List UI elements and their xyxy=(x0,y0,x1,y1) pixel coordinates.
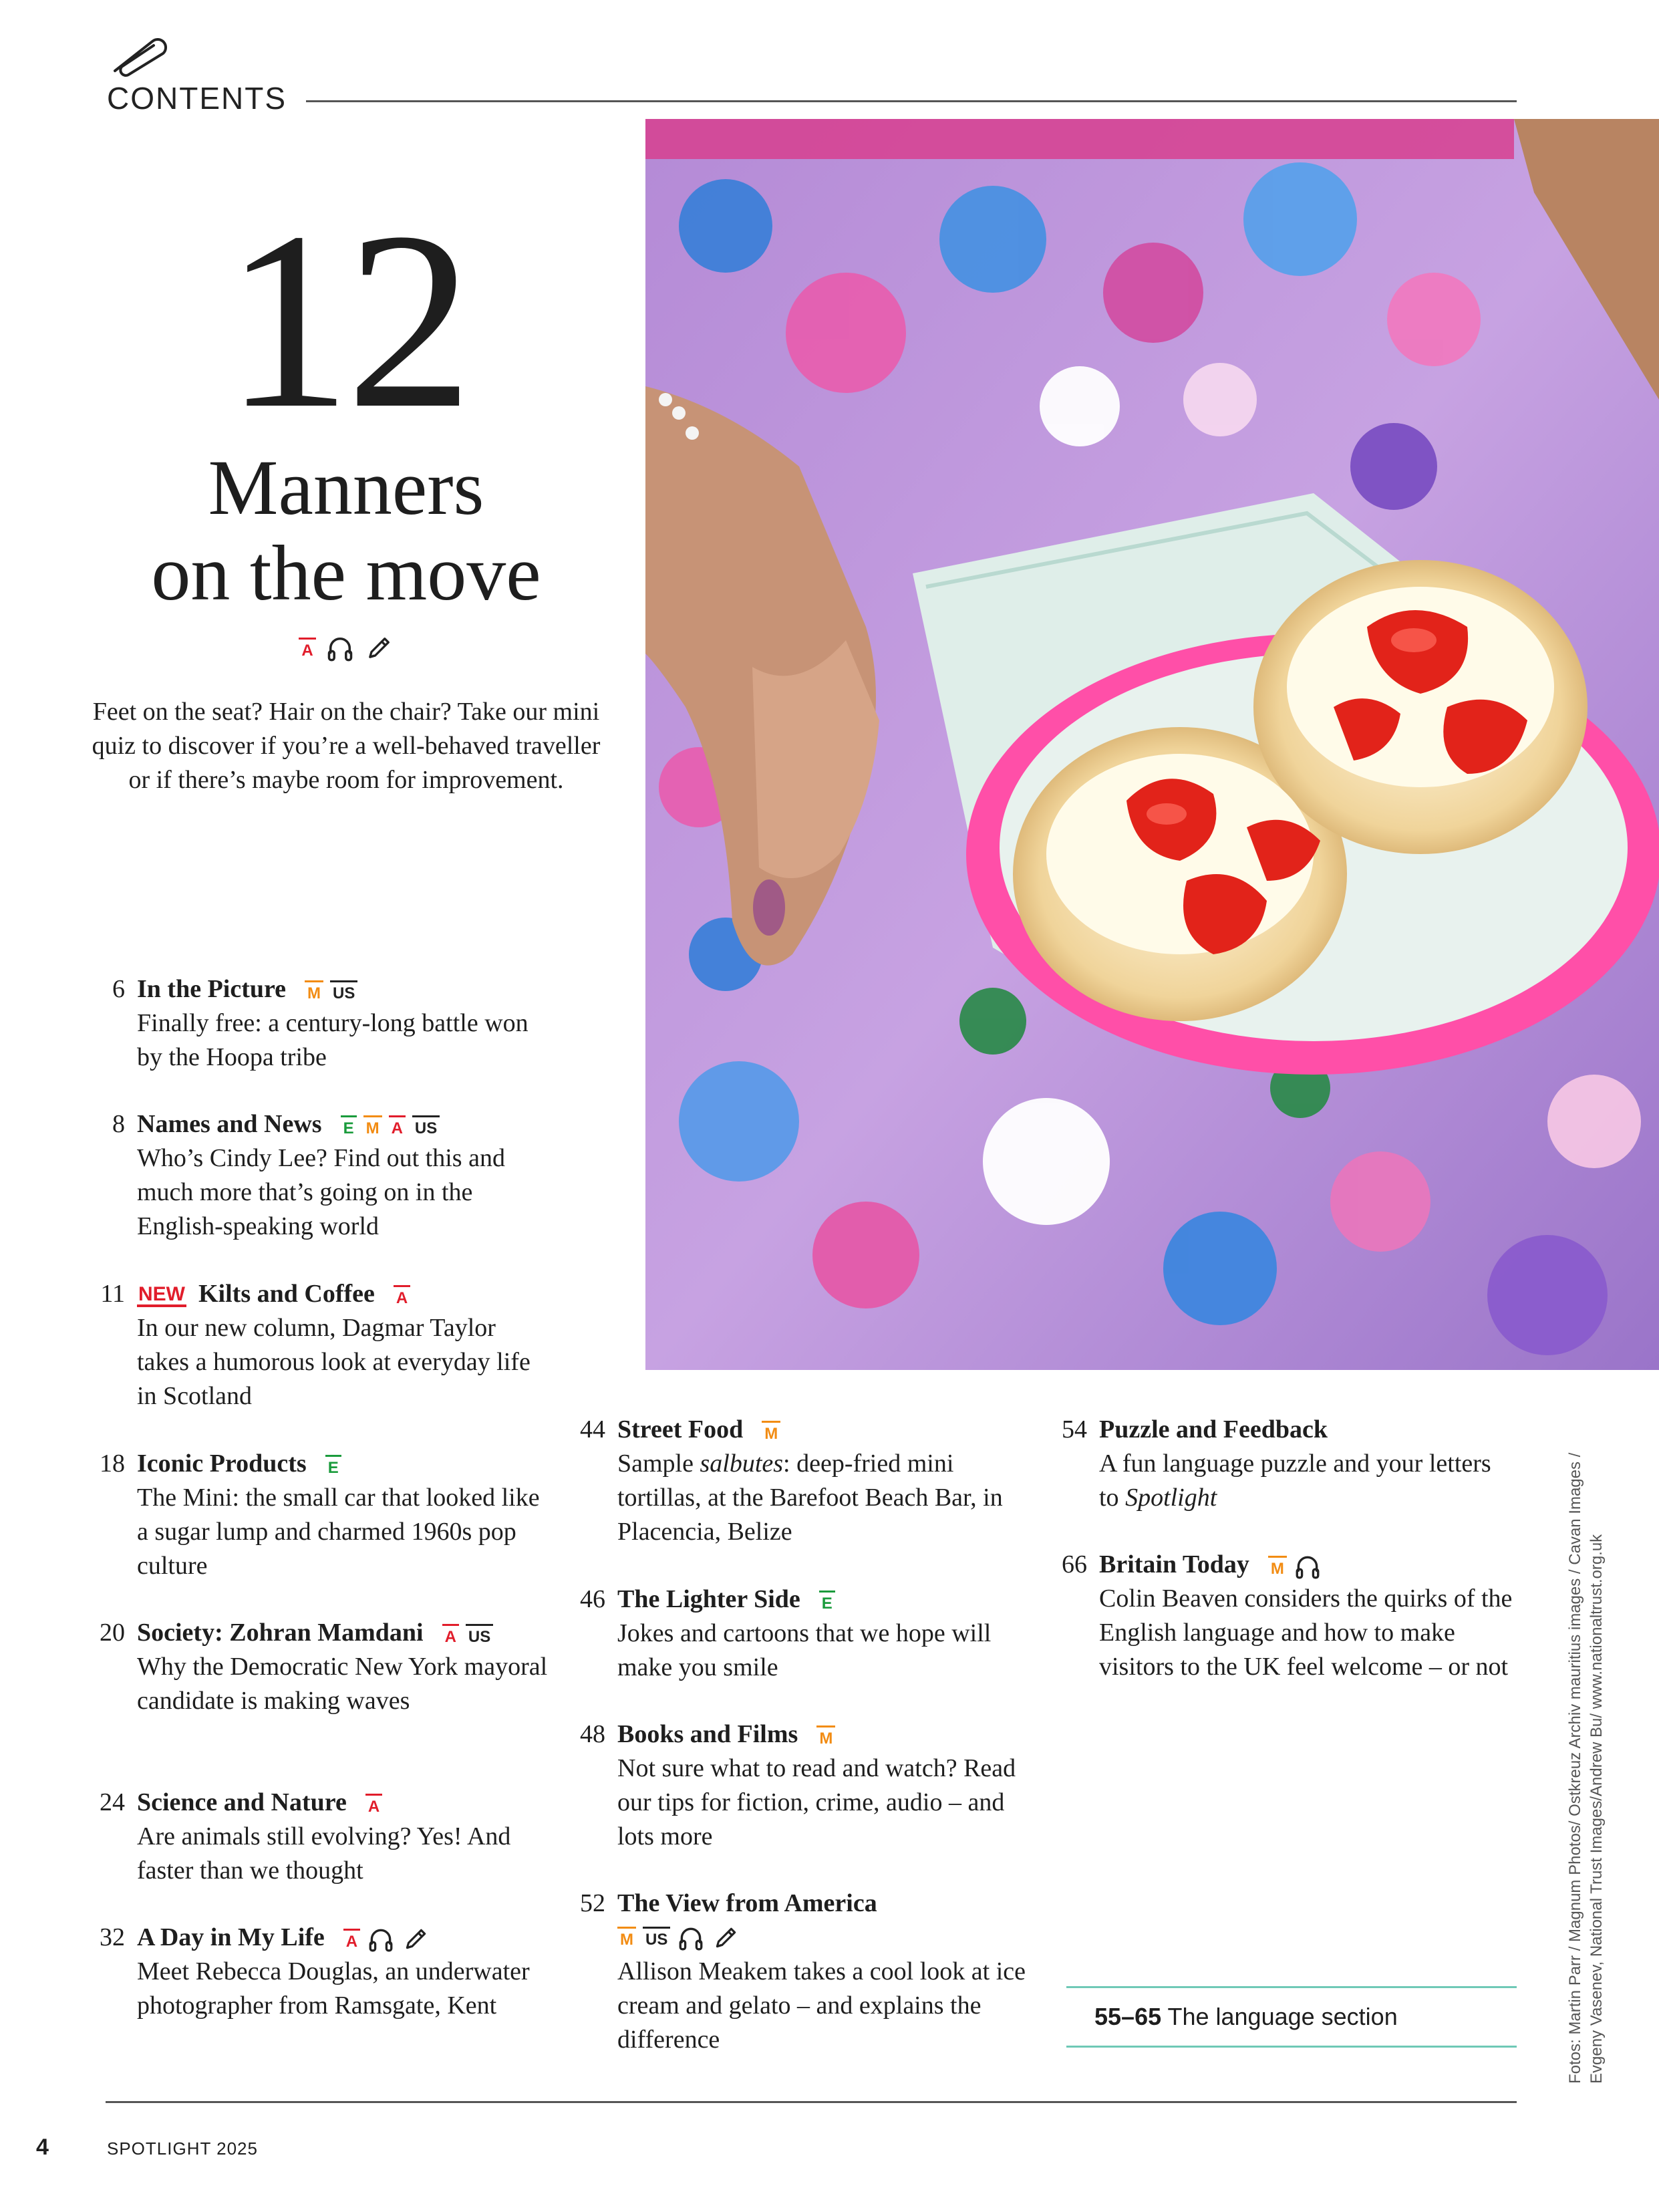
headphones-icon xyxy=(325,634,355,663)
headphones-icon xyxy=(677,1924,705,1952)
entry-title: Kilts and Coffee xyxy=(198,1280,375,1308)
entry-description: Who’s Cindy Lee? Find out this and much more that’s going on in the English-speaking world xyxy=(137,1144,505,1240)
entry-title: Street Food xyxy=(617,1415,744,1443)
entry-description: Colin Beaven considers the quirks of the English language and how to make visitors to the UK feel welcome – or not xyxy=(1099,1584,1513,1681)
entry-title: Puzzle and Feedback xyxy=(1099,1415,1328,1443)
level-badge-a: A xyxy=(394,1285,410,1307)
pencil-icon xyxy=(364,634,394,663)
level-badge-m: M xyxy=(363,1115,382,1137)
entry-page-number: 32 xyxy=(100,1923,125,1951)
language-section-range: 55–65 xyxy=(1094,2003,1162,2030)
entry-description: Allison Meakem takes a cool look at ice cream and gelato – and explains the difference xyxy=(617,1957,1026,2054)
level-badge-us: US xyxy=(466,1624,493,1646)
level-badge-m: M xyxy=(305,980,323,1002)
entry-description: Are animals still evolving? Yes! And faster than we thought xyxy=(137,1822,511,1885)
entry-page-number: 44 xyxy=(580,1415,605,1443)
level-badge-a: A xyxy=(389,1115,406,1137)
feature-title-line2: on the move xyxy=(151,529,541,617)
entry-page-number: 6 xyxy=(112,975,125,1003)
entry-description: Why the Democratic New York mayoral candidate is making waves xyxy=(137,1653,548,1715)
entry-page-number: 66 xyxy=(1062,1550,1087,1578)
photo-credits: Fotos: Martin Parr / Magnum Photos/ Ostkreuz Archiv mauritius images / Cavan Images / Evgeny Vasenev, National Trust Images/Andrew Bu/ www.nationaltrust.org.uk xyxy=(1566,1452,1606,2084)
entry-title: The View from America xyxy=(617,1889,877,1917)
level-badge-e: E xyxy=(325,1455,341,1477)
entry-title: Iconic Products xyxy=(137,1449,307,1478)
entry-description: Sample salbutes: deep-fried mini tortillas, at the Barefoot Beach Bar, in Placencia, Belize xyxy=(617,1449,1003,1546)
entry-title: A Day in My Life xyxy=(137,1923,325,1951)
entry-page-number: 46 xyxy=(580,1585,605,1613)
feature-description: Feet on the seat? Hair on the chair? Take our mini quiz to discover if you’re a well-behaved traveller or if there’s maybe room for improvement. xyxy=(92,698,601,794)
entry-title: Society: Zohran Mamdani xyxy=(137,1619,424,1647)
level-badge-us: US xyxy=(412,1115,440,1137)
entry-title: The Lighter Side xyxy=(617,1585,800,1613)
level-badge-m: M xyxy=(1268,1556,1287,1578)
header-divider xyxy=(306,100,1517,102)
entry-page-number: 52 xyxy=(580,1889,605,1917)
level-badge-e: E xyxy=(341,1115,357,1137)
entry-title: Books and Films xyxy=(617,1720,798,1748)
pencil-icon xyxy=(712,1924,740,1952)
magazine-name: SPOTLIGHT 2025 xyxy=(107,2138,258,2159)
headphones-icon xyxy=(1294,1552,1322,1580)
footer-divider xyxy=(106,2101,1517,2103)
entry-description: Not sure what to read and watch? Read our tips for fiction, crime, audio – and lots more xyxy=(617,1754,1016,1850)
language-section-box[interactable] xyxy=(1066,1986,1517,2048)
entry-page-number: 20 xyxy=(100,1619,125,1647)
new-badge: NEW xyxy=(137,1284,186,1307)
level-badge-a: A xyxy=(365,1794,382,1816)
level-badge-m: M xyxy=(762,1421,780,1443)
entry-description: Finally free: a century-long battle won by the Hoopa tribe xyxy=(137,1009,529,1071)
level-badge-a: A xyxy=(442,1624,459,1646)
entry-description: Jokes and cartoons that we hope will make you smile xyxy=(617,1619,992,1681)
entry-description: Meet Rebecca Douglas, an underwater photographer from Ramsgate, Kent xyxy=(137,1957,530,2020)
feature-title[interactable] xyxy=(0,445,692,616)
level-badge-a: A xyxy=(299,638,315,660)
language-section-label: The language section xyxy=(1167,2003,1398,2030)
level-badge-us: US xyxy=(330,980,357,1002)
level-badge-m: M xyxy=(816,1725,835,1748)
level-badge-e: E xyxy=(819,1591,835,1613)
entry-page-number: 18 xyxy=(100,1449,125,1478)
level-badge-a: A xyxy=(343,1929,360,1951)
entry-description: A fun language puzzle and your letters to Spotlight xyxy=(1099,1449,1491,1512)
section-header-label: CONTENTS xyxy=(107,81,287,116)
level-badge-us: US xyxy=(643,1927,670,1949)
entry-page-number: 8 xyxy=(112,1110,125,1138)
entry-page-number: 24 xyxy=(100,1788,125,1816)
feature-badges xyxy=(0,634,692,663)
pencil-icon xyxy=(402,1925,430,1953)
cover-photo xyxy=(645,119,1659,1370)
entry-page-number: 11 xyxy=(100,1280,125,1308)
feature-title-line1: Manners xyxy=(208,444,484,531)
entry-title: Britain Today xyxy=(1099,1550,1249,1578)
feature-page-number: 12 xyxy=(224,180,468,461)
entry-title: Names and News xyxy=(137,1110,322,1138)
entry-description: In our new column, Dagmar Taylor takes a humorous look at everyday life in Scotland xyxy=(137,1314,531,1410)
paperclip-icon xyxy=(106,32,170,79)
entry-page-number: 48 xyxy=(580,1720,605,1748)
entry-title: Science and Nature xyxy=(137,1788,347,1816)
entry-description: The Mini: the small car that looked like a sugar lump and charmed 1960s pop culture xyxy=(137,1484,540,1580)
entry-page-number: 54 xyxy=(1062,1415,1087,1443)
level-badge-m: M xyxy=(617,1927,636,1949)
headphones-icon xyxy=(367,1925,395,1953)
page-number: 4 xyxy=(36,2134,49,2160)
entry-title: In the Picture xyxy=(137,975,287,1003)
